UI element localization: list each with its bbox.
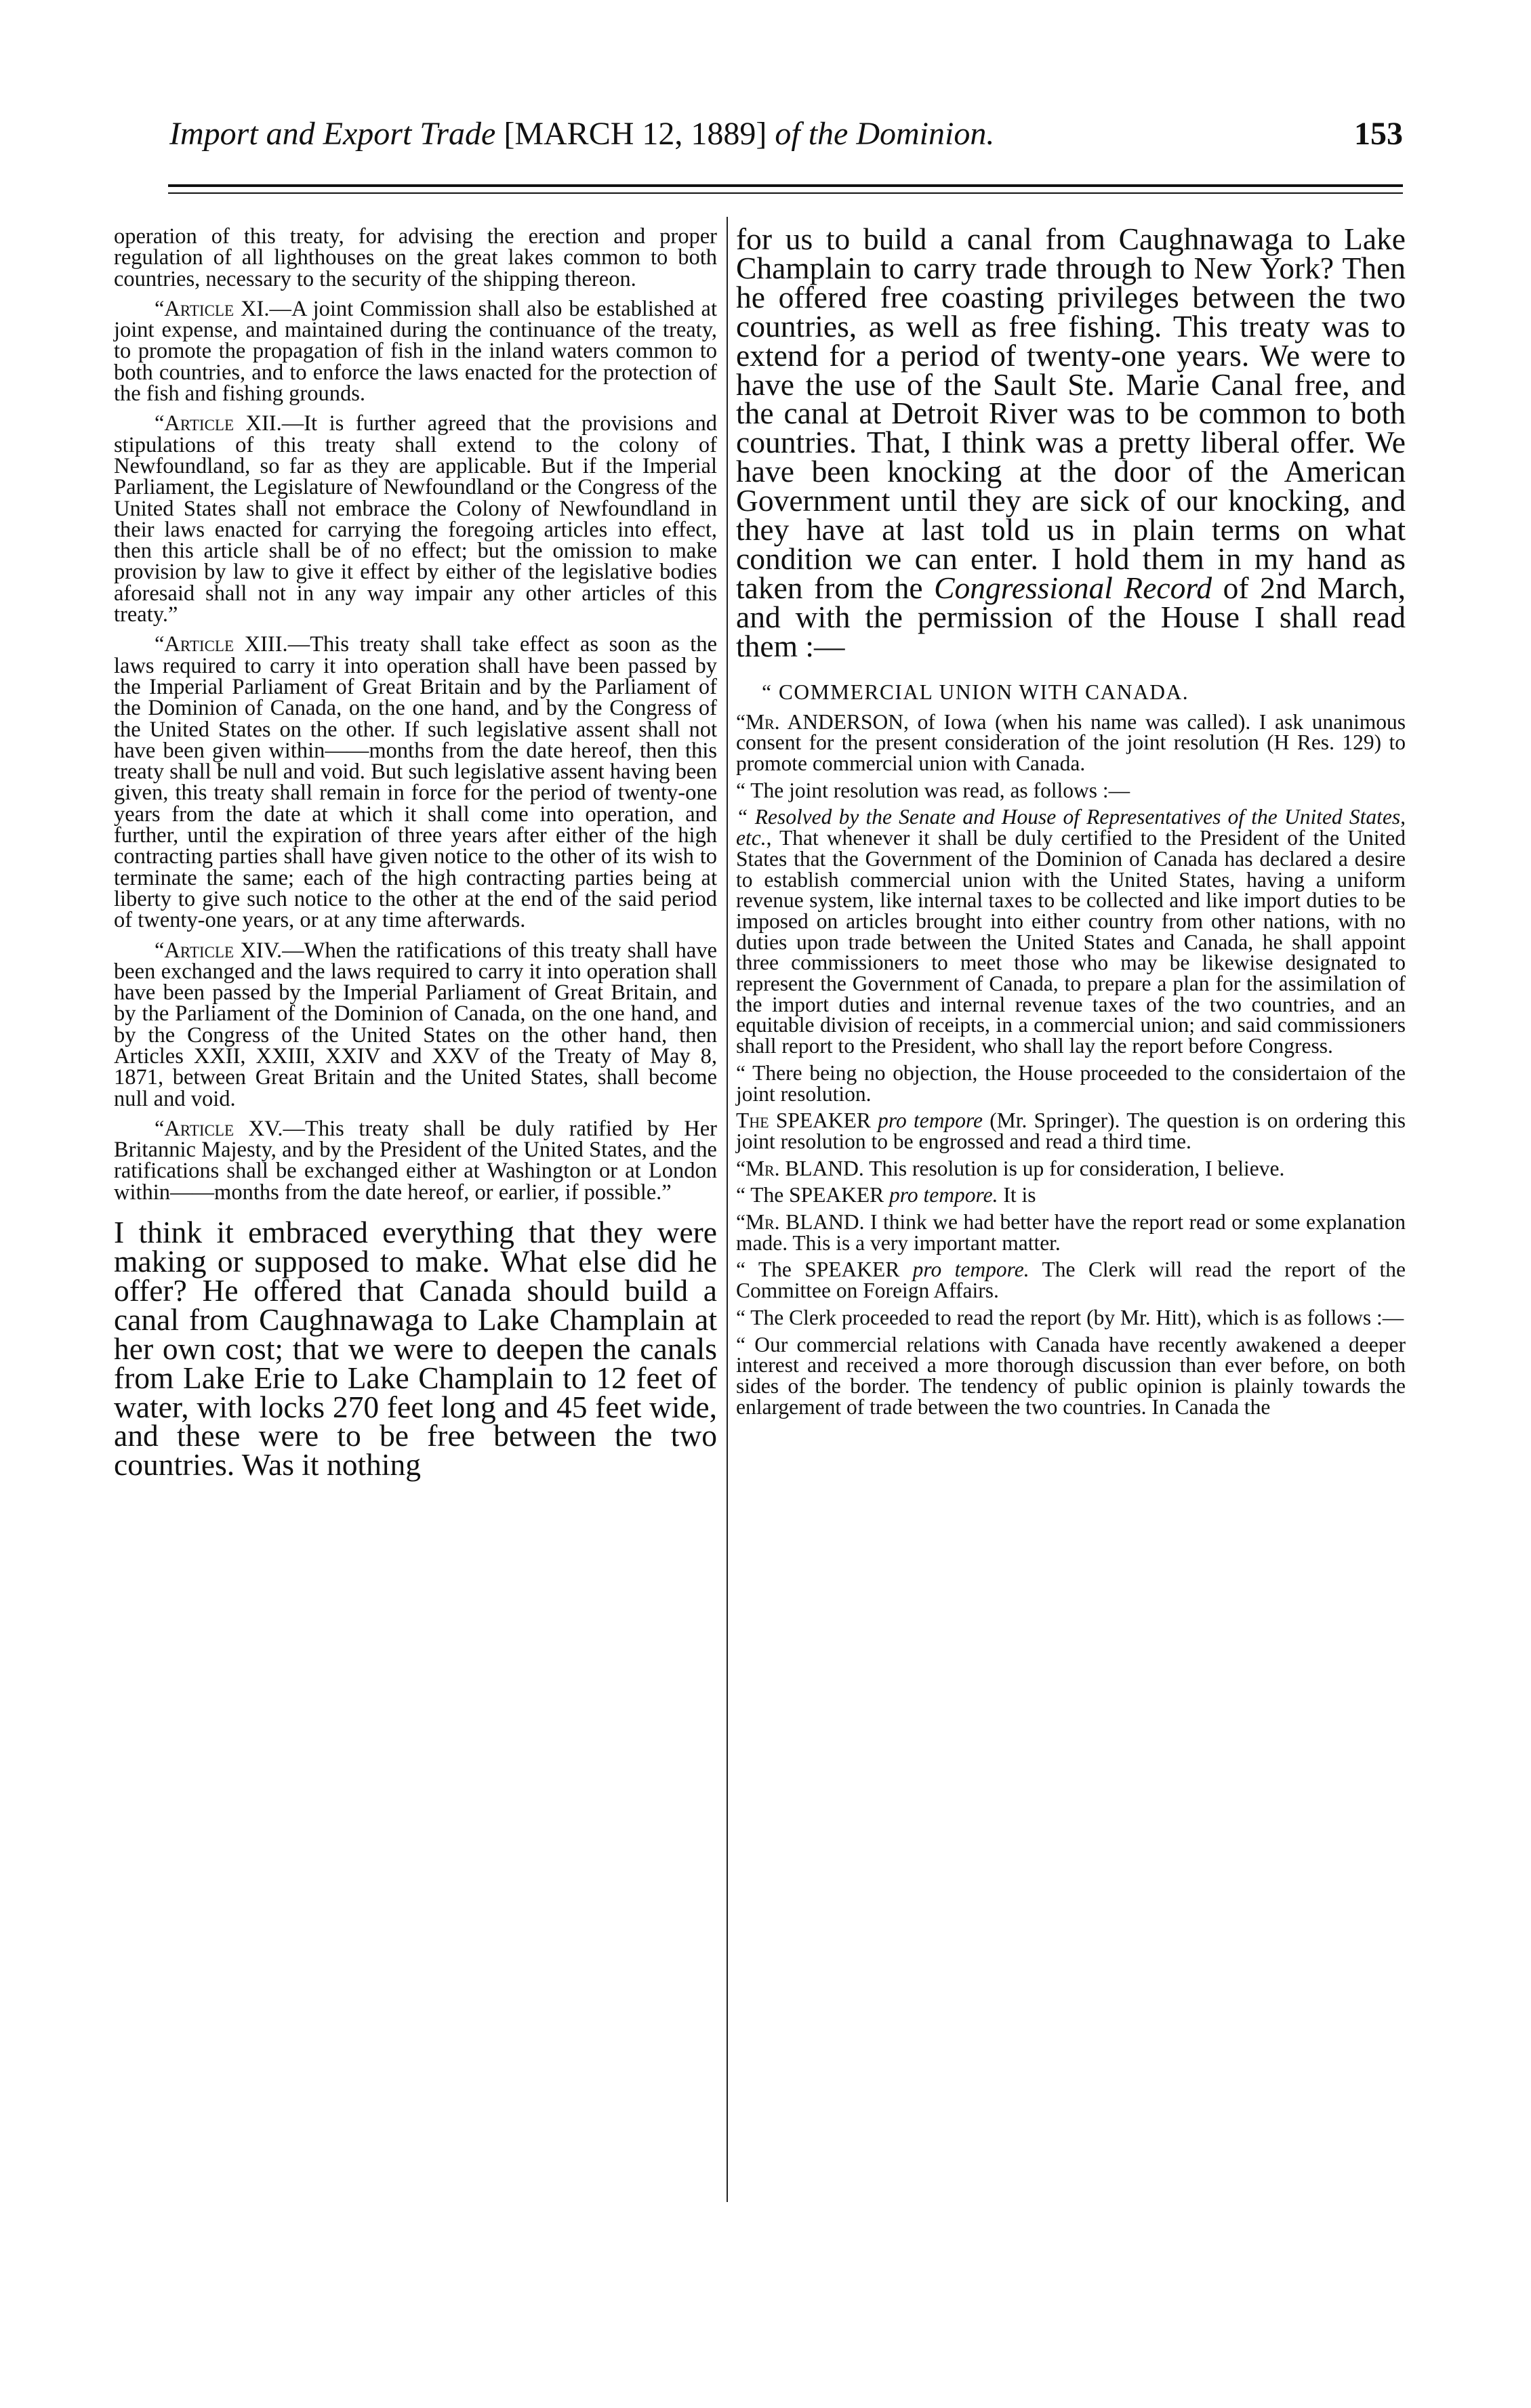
record-paragraph-10: “ The Clerk proceeded to read the report (by Mr. Hitt), which is as follows :— [736,1305,1404,1329]
left-paragraph-1: operation of this treaty, for advising the erection and proper regulation of all lighthouses on the great lakes common to both countries, necessary to the security of the shipping thereon. [114,224,717,291]
header-title [169,115,994,152]
article-14 [114,940,717,1110]
record-text: of Iowa (when his name was called). I ask unanimous consent for the present consideration of the joint resolution (H Res. 129) to promote commercial union with Canada. [736,709,1406,775]
article-14-label: “Article XIV. [155,938,283,963]
speaker-name: “Mr. ANDERSON, [736,709,909,734]
record-paragraph-8 [736,1212,1406,1253]
speech-paragraph-left: I think it embraced everything that they were making or supposed to make. What else did he offer? He offered that Canada should build a canal from Caughnawaga to Lake Champlain at her own cost; that we were to deepen the canals from Lake Erie to Lake Champlain to 12 feet of water, with locks 270 feet long and 45 feet wide, and these were to be free between the two countries. Was it nothing [114,1215,717,1482]
speaker-name: The SPEAKER [736,1108,871,1133]
header-rule-thick [168,184,1403,187]
resolution-text: , That whenever it shall be duly certified to the President of the United States that the Government of the Dominion of Canada has declared a desire to establish commercial union with the United States, having a uniform revenue system, like internal taxes to be collected and like import duties to be imposed on articles brought into either country from other nations, with no duties upon trade between the United States and Canada, he shall appoint three commissioners to meet those who may be likewise designated to represent the Government of Canada, to prepare a plan for the assimilation of the import duties and internal revenue taxes of the two countries, and an equitable division of receipts, in a commercial union; and said commissioners shall report to the President, who shall lay the report before Congress. [736,826,1406,1058]
header-date: [MARCH 12, 1889] [504,116,767,152]
record-paragraph-2: “ The joint resolution was read, as follows :— [736,778,1130,802]
header-title-part2: of the Dominion. [767,116,995,152]
record-paragraph-3 [736,807,1406,1056]
record-text: This resolution is up for consideration, I believe. [863,1156,1285,1180]
record-text: The Clerk will read the report of the Committee on Foreign Affairs. [736,1258,1406,1303]
record-text: It is [998,1183,1036,1207]
article-11-text: —A joint Commission shall also be established at joint expense, and maintained during the continuance of the treaty, to promote the propagation of fish in the inland waters common to both countries, and to enforce the laws enacted for the protection of the fish and fishing grounds. [114,296,717,407]
congressional-record-title: Congressional Record [934,570,1212,605]
article-13-text: —This treaty shall take effect as soon as the laws required to carry it into operation shall have been passed by the Imperial Parliament of Great Britain and by the Parliament of the Dominion of Canada, on the one hand, and by the Congress of the United States on the other. If such legislative assent shall not have been given within——months from the date hereof, then this treaty shall be null and void. But such legislative assent having been given, this treaty shall remain in force for the period of twenty-one years from the date at which it shall come into operation, and further, until the expiration of three years after either of the high contracting parties shall have given notice to the other of its wish to terminate the same; each of the high contracting parties being at liberty to give such notice to the other at the end of the said period of twenty-one years, or at any time afterwards. [114,632,717,933]
article-15-text: —This treaty shall be duly ratified by Her Britannic Majesty, and by the President of the United States, and the ratifications shall be exchanged either at Washington or at London within——months from the date hereof, or earlier, if possible.” [114,1116,717,1205]
record-paragraph-1 [736,709,1406,775]
record-paragraph-11: “ Our commercial relations with Canada have recently awakened a deeper interest and received a more thorough discussion than ever before, on both sides of the border. The tendency of public opinion is plainly towards the enlargement of trade between the two countries. In Canada the [736,1332,1406,1419]
record-text: “ The SPEAKER [736,1183,890,1207]
page-number: 153 [1354,116,1403,152]
record-paragraph-9 [736,1260,1406,1301]
column-separator [727,217,728,2202]
article-12-text: —It is further agreed that the provisions and stipulations of this treaty shall extend to the colony of Newfoundland, so far as they are applicable. But if the Imperial Parliament, the Legislature of Newfoundland or the Congress of the United States shall not embrace the Colony of Newfoundland in their laws enacted for carrying the foregoing articles into effect, then this article shall be of no effect; but the omission to make provision by law to give it effect by either of the legislative bodies aforesaid shall not in any way impair any other articles of this treaty.” [114,411,717,627]
article-12-label: “Article XII. [155,411,282,436]
record-text: I think we had better have the report read or some explanation made. This is a very important matter. [736,1210,1406,1255]
pro-tempore: pro tempore [870,1108,983,1133]
article-11 [114,296,717,407]
article-15 [114,1116,717,1205]
pro-tempore: pro tempore. [912,1258,1029,1282]
speaker-name: “Mr. BLAND. [736,1210,865,1234]
resolution-intro: “ Resolved by the Senate and House of Representatives of the United States, etc. [736,805,1406,850]
article-13 [114,634,717,931]
record-text: (Mr. Springer). The question is on ordering this joint resolution to be engrossed and read a third time. [736,1108,1406,1153]
pro-tempore: pro tempore. [889,1183,998,1207]
record-paragraph-5 [736,1110,1406,1152]
article-15-label: “Article XV. [155,1116,283,1141]
section-heading: “ COMMERCIAL UNION WITH CANADA. [762,680,1189,704]
article-13-label: “Article XIII. [155,632,288,657]
running-header [169,115,1403,163]
article-11-label: “Article XI. [155,296,270,321]
left-column [114,226,717,1480]
right-column [736,222,1406,1419]
article-14-text: —When the ratifications of this treaty shall have been exchanged and the laws required to carry it into operation shall have been passed by the Imperial Parliament of Great Britain, and by the Parliament of the Dominion of Canada, on the one hand, and by the Congress of the United States on the other hand, then Articles XXII, XXIII, XXIV and XXV of the Treaty of May 8, 1871, between Great Britain and the United States, shall become null and void. [114,938,718,1111]
header-title-part1: Import and Export Trade [169,116,504,152]
record-paragraph-6 [736,1156,1406,1180]
speech-text-b: of 2nd March, and with the permission of the House I shall read them :— [736,570,1406,663]
speech-text-a: for us to build a canal from Caughnawaga to Lake Champlain to carry trade through to New York? Then he offered free coasting privileges between the two countries, as well as free fishing. This treaty was to extend for a period of twenty-one years. We were to have the use of the Sault Ste. Marie Canal free, and the canal at Detroit River was to be common to both countries. That, I think was a pretty liberal offer. We have been knocking at the door of the American Government until they are sick of our knocking, and they have at last told us in plain terms on what condition we can enter. I hold them in my hand as taken from the [736,222,1406,605]
header-rule-thin [168,192,1403,194]
record-paragraph-7 [736,1185,1406,1206]
record-text: “ The SPEAKER [736,1258,913,1282]
speech-paragraph-right [736,222,1406,663]
record-paragraph-4: “ There being no objection, the House proceeded to the considertaion of the joint resolution. [736,1060,1406,1106]
article-12 [114,413,717,625]
speaker-name: “Mr. BLAND. [736,1156,864,1180]
